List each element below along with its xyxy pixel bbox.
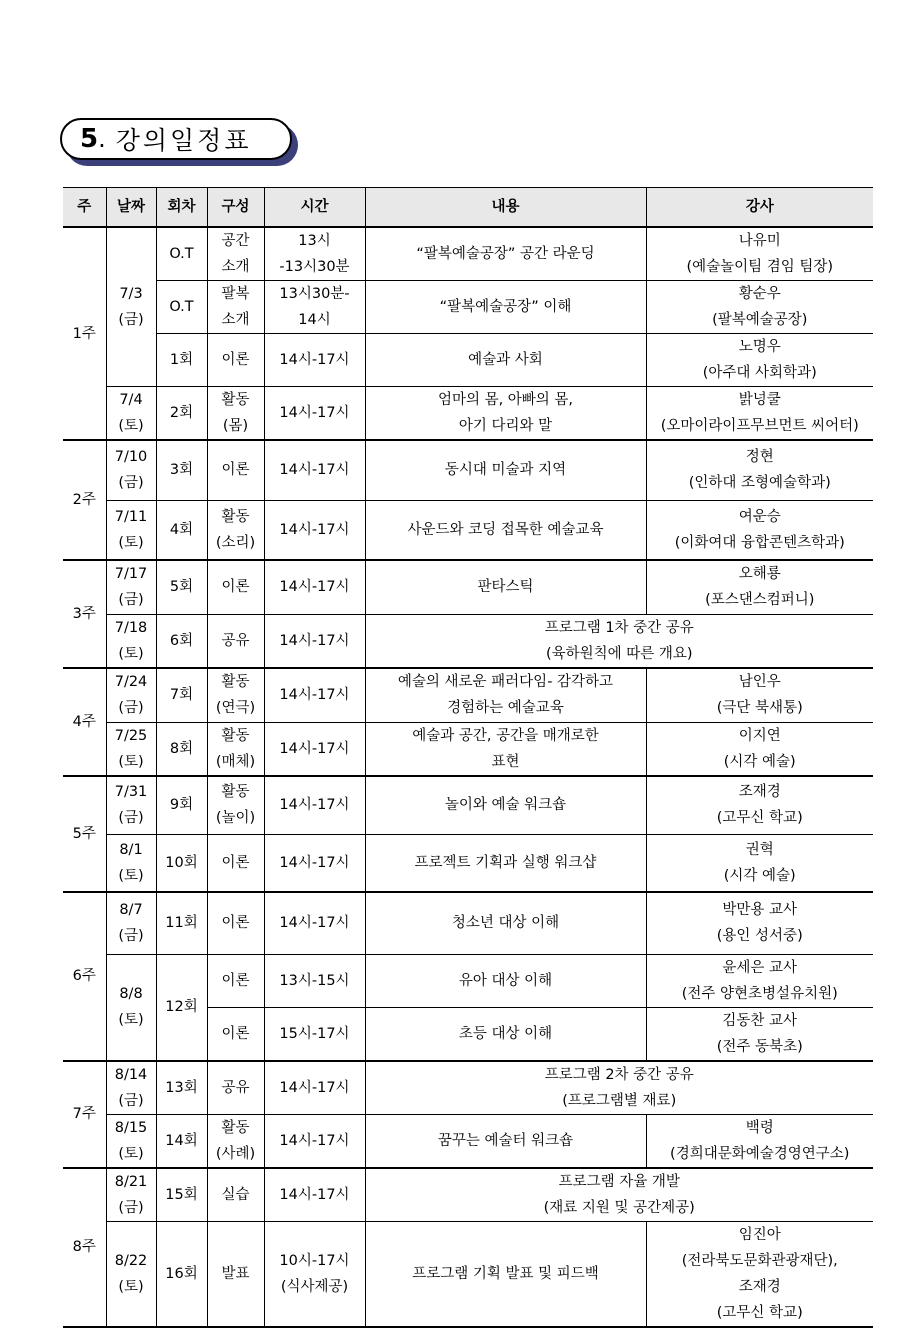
lecturer-cell: [646, 334, 873, 387]
type-line: 발표: [221, 1265, 250, 1282]
date-line: 7/11: [114, 508, 148, 525]
week-cell: 4주: [63, 668, 106, 776]
time-line: 13시: [298, 233, 331, 249]
time-line: 14시-17시: [279, 854, 350, 871]
merged-content-line: 프로그램 1차 중간 공유: [544, 619, 694, 636]
lecturer-cell: [646, 387, 873, 441]
lecturer-cell: [646, 1007, 873, 1061]
session-cell: 5회: [156, 560, 207, 614]
time-line: -13시30분: [279, 259, 350, 275]
lecturer-line: (전주 동북초): [716, 1038, 803, 1055]
date-line: 7/3: [119, 286, 143, 302]
table-row: [63, 334, 873, 387]
date-line: (토): [118, 753, 144, 770]
time-cell: [264, 1007, 365, 1061]
merged-content-cell: [365, 614, 873, 668]
time-line: 14시-17시: [279, 915, 350, 932]
week-cell: 2주: [63, 440, 106, 560]
type-line: 활동: [221, 1119, 250, 1136]
content-line: 예술의 새로운 패러다임- 감각하고: [397, 674, 614, 691]
content-cell: [365, 776, 646, 834]
time-cell: [264, 1114, 365, 1168]
type-line: 공유: [221, 1079, 250, 1096]
type-line: 이론: [221, 972, 250, 989]
time-cell: [264, 227, 365, 281]
content-line: 아기 다리와 말: [458, 418, 553, 434]
type-line: 이론: [221, 1025, 250, 1042]
session-cell: 16회: [156, 1221, 207, 1327]
date-cell: [106, 1114, 156, 1168]
session-cell: 13회: [156, 1061, 207, 1115]
time-cell: [264, 614, 365, 668]
type-line: 활동: [221, 784, 250, 801]
session-cell: 4회: [156, 500, 207, 560]
content-cell: [365, 668, 646, 722]
content-line: 표현: [491, 753, 520, 770]
date-cell: [106, 387, 156, 441]
type-cell: [207, 1114, 264, 1168]
content-line: 예술과 공간, 공간을 매개로한: [412, 727, 599, 744]
type-cell: [207, 227, 264, 281]
type-line: (몸): [222, 418, 249, 434]
merged-content-line: (재료 지원 및 공간제공): [543, 1199, 695, 1216]
type-cell: [207, 892, 264, 954]
type-line: (소리): [215, 534, 256, 551]
lecturer-line: 김동찬 교사: [722, 1012, 798, 1029]
date-cell: [106, 1221, 156, 1327]
merged-content-cell: [365, 1168, 873, 1222]
content-line: 청소년 대상 이해: [451, 915, 560, 932]
lecturer-line: (오마이라이프무브먼트 씨어터): [660, 418, 859, 434]
lecturer-line: (포스댄스컴퍼니): [705, 592, 815, 609]
date-line: (금): [118, 312, 144, 328]
lecturer-cell: [646, 1221, 873, 1327]
type-cell: [207, 281, 264, 334]
type-cell: [207, 1221, 264, 1327]
date-line: (금): [118, 928, 144, 945]
type-cell: [207, 722, 264, 776]
lecturer-cell: [646, 776, 873, 834]
lecturer-line: 이지연: [738, 727, 781, 744]
table-row: [63, 776, 873, 834]
table-row: [63, 1168, 873, 1222]
lecturer-cell: [646, 440, 873, 500]
merged-content-line: (육하원칙에 따른 개요): [545, 645, 693, 662]
lecturer-cell: [646, 668, 873, 722]
time-line: (식사제공): [280, 1278, 349, 1295]
time-line: 10시-17시: [279, 1252, 350, 1269]
time-cell: [264, 560, 365, 614]
lecturer-line: (시각 예술): [723, 867, 796, 884]
lecturer-line: (용인 성서중): [716, 928, 803, 945]
date-cell: [106, 668, 156, 722]
session-cell: 2회: [156, 387, 207, 441]
date-cell: [106, 954, 156, 1061]
time-cell: [264, 1168, 365, 1222]
week-cell: 5주: [63, 776, 106, 892]
session-cell: O.T: [156, 227, 207, 281]
table-row: [63, 1114, 873, 1168]
time-cell: [264, 387, 365, 441]
session-cell: 8회: [156, 722, 207, 776]
time-cell: [264, 776, 365, 834]
time-cell: [264, 722, 365, 776]
time-line: 13시-15시: [279, 972, 350, 989]
session-cell: 15회: [156, 1168, 207, 1222]
date-line: 8/22: [114, 1252, 148, 1269]
table-row: [63, 440, 873, 500]
type-line: 공간: [221, 233, 250, 249]
header-time: 시간: [264, 188, 365, 228]
content-line: 프로젝트 기획과 실행 워크샵: [414, 854, 597, 871]
date-line: (금): [118, 592, 144, 609]
table-row: [63, 614, 873, 668]
content-cell: [365, 834, 646, 892]
date-line: (금): [118, 810, 144, 827]
type-cell: [207, 1007, 264, 1061]
type-cell: [207, 334, 264, 387]
type-cell: [207, 500, 264, 560]
date-line: 8/21: [114, 1173, 148, 1190]
content-cell: [365, 440, 646, 500]
table-row: [63, 227, 873, 281]
lecturer-line: (고무신 학교): [716, 1304, 803, 1321]
type-line: 활동: [221, 727, 250, 744]
date-line: (토): [118, 534, 144, 551]
content-cell: [365, 1007, 646, 1061]
content-cell: [365, 1114, 646, 1168]
table-row: [63, 722, 873, 776]
session-cell: 10회: [156, 834, 207, 892]
lecturer-line: (극단 북새통): [716, 700, 803, 717]
lecturer-cell: [646, 227, 873, 281]
lecturer-line: 권혁: [745, 841, 774, 858]
lecturer-cell: [646, 892, 873, 954]
type-line: 이론: [221, 352, 250, 368]
lecturer-line: (고무신 학교): [716, 810, 803, 827]
type-line: 활동: [221, 392, 250, 408]
time-line: 14시-17시: [279, 1079, 350, 1096]
date-cell: [106, 722, 156, 776]
date-cell: [106, 560, 156, 614]
lecturer-cell: [646, 1114, 873, 1168]
date-cell: [106, 500, 156, 560]
lecturer-cell: [646, 834, 873, 892]
type-line: 실습: [221, 1186, 250, 1203]
content-line: 프로그램 기획 발표 및 피드백: [412, 1265, 599, 1282]
time-cell: [264, 281, 365, 334]
date-line: (토): [118, 1278, 144, 1295]
session-cell: 11회: [156, 892, 207, 954]
date-line: 7/4: [119, 392, 143, 408]
lecturer-line: 남인우: [738, 674, 781, 691]
date-cell: [106, 227, 156, 387]
week-cell: 1주: [63, 227, 106, 440]
content-cell: [365, 500, 646, 560]
content-line: 꿈꾸는 예술터 워크숍: [437, 1132, 574, 1149]
week-cell: 8주: [63, 1168, 106, 1327]
lecturer-line: 백령: [745, 1119, 774, 1136]
header-content: 내용: [365, 188, 646, 228]
header-week: 주: [63, 188, 106, 228]
lecturer-line: (아주대 사회학과): [702, 365, 817, 381]
date-line: 7/10: [114, 449, 148, 466]
table-row: [63, 668, 873, 722]
time-cell: [264, 892, 365, 954]
time-line: 14시-17시: [279, 797, 350, 814]
content-cell: [365, 954, 646, 1007]
time-cell: [264, 1221, 365, 1327]
heading-dot: .: [98, 125, 106, 153]
time-line: 14시-17시: [279, 521, 350, 538]
content-cell: [365, 1221, 646, 1327]
lecturer-cell: [646, 560, 873, 614]
time-line: 15시-17시: [279, 1025, 350, 1042]
lecturer-line: 밝넝쿨: [738, 392, 781, 408]
type-cell: [207, 614, 264, 668]
header-date: 날짜: [106, 188, 156, 228]
type-line: 이론: [221, 915, 250, 932]
date-cell: [106, 614, 156, 668]
content-line: 사운드와 코딩 접목한 예술교육: [407, 521, 604, 538]
content-line: 놀이와 예술 워크숍: [444, 797, 567, 814]
time-line: 14시-17시: [279, 1186, 350, 1203]
heading-badge: [60, 118, 292, 160]
content-line: 엄마의 몸, 아빠의 몸,: [437, 392, 574, 408]
lecturer-line: 조재경: [738, 784, 781, 801]
week-cell: 7주: [63, 1061, 106, 1168]
time-cell: [264, 668, 365, 722]
content-line: 유아 대상 이해: [458, 972, 553, 989]
heading-number: 5: [80, 124, 99, 154]
session-cell: 14회: [156, 1114, 207, 1168]
table-row: [63, 954, 873, 1007]
date-line: (토): [118, 418, 144, 434]
type-line: (사례): [215, 1145, 256, 1162]
date-line: 7/18: [114, 619, 148, 636]
lecturer-line: (인하대 조형예술학과): [688, 475, 831, 492]
lecturer-line: 여운승: [738, 508, 781, 525]
date-line: (금): [118, 700, 144, 717]
date-line: (금): [118, 475, 144, 492]
type-line: 이론: [221, 579, 250, 596]
date-line: 7/31: [114, 784, 148, 801]
date-cell: [106, 1061, 156, 1115]
table-row: [63, 560, 873, 614]
type-line: 소개: [221, 259, 250, 275]
time-line: 14시-17시: [279, 1132, 350, 1149]
date-line: 7/24: [114, 674, 148, 691]
lecturer-line: (이화여대 융합콘텐츠학과): [674, 534, 845, 551]
lecturer-line: 황순우: [738, 286, 781, 302]
time-cell: [264, 1061, 365, 1115]
time-line: 14시-17시: [279, 462, 350, 479]
merged-content-line: 프로그램 2차 중간 공유: [544, 1066, 694, 1083]
lecturer-line: 정현: [745, 449, 774, 466]
date-line: 8/7: [119, 902, 143, 919]
session-cell: 12회: [156, 954, 207, 1061]
date-line: 8/15: [114, 1119, 148, 1136]
content-cell: [365, 722, 646, 776]
type-line: (연극): [215, 700, 256, 717]
lecturer-line: (전주 양현초병설유치원): [681, 985, 838, 1002]
table-row: [63, 1221, 873, 1327]
content-cell: [365, 560, 646, 614]
type-line: 이론: [221, 854, 250, 871]
content-line: “팔복예술공장” 공간 라운딩: [416, 246, 595, 262]
date-line: (토): [118, 1012, 144, 1028]
time-cell: [264, 500, 365, 560]
session-cell: O.T: [156, 281, 207, 334]
time-cell: [264, 954, 365, 1007]
time-line: 14시-17시: [279, 740, 350, 757]
time-cell: [264, 834, 365, 892]
time-line: 14시-17시: [279, 632, 350, 649]
time-line: 14시: [298, 312, 331, 328]
type-line: 소개: [221, 312, 250, 328]
lecturer-cell: [646, 954, 873, 1007]
content-cell: [365, 281, 646, 334]
lecturer-cell: [646, 500, 873, 560]
content-line: “팔복예술공장” 이해: [439, 299, 572, 315]
type-line: 팔복: [221, 286, 250, 302]
schedule-table: [63, 187, 873, 1328]
header-type: 구성: [207, 188, 264, 228]
heading-title: 강의일정표: [115, 126, 252, 155]
week-cell: 3주: [63, 560, 106, 668]
lecturer-line: 노명우: [738, 339, 781, 355]
type-cell: [207, 834, 264, 892]
type-line: 활동: [221, 508, 250, 525]
date-cell: [106, 892, 156, 954]
table-row: [63, 892, 873, 954]
date-line: 8/14: [114, 1066, 148, 1083]
table-row: [63, 834, 873, 892]
content-line: 초등 대상 이해: [458, 1025, 553, 1042]
date-line: 8/1: [119, 841, 143, 858]
merged-content-line: 프로그램 자율 개발: [558, 1173, 680, 1190]
time-line: 14시-17시: [279, 352, 350, 368]
date-cell: [106, 1168, 156, 1222]
date-line: (토): [118, 867, 144, 884]
lecturer-line: 오해룡: [738, 566, 781, 583]
lecturer-line: 나유미: [738, 233, 781, 249]
session-cell: 9회: [156, 776, 207, 834]
time-cell: [264, 334, 365, 387]
date-cell: [106, 776, 156, 834]
type-line: 공유: [221, 632, 250, 649]
lecturer-cell: [646, 281, 873, 334]
session-cell: 3회: [156, 440, 207, 500]
content-line: 동시대 미술과 지역: [444, 462, 567, 479]
table-row: [63, 387, 873, 441]
date-line: 7/25: [114, 727, 148, 744]
merged-content-cell: [365, 1061, 873, 1115]
date-line: (금): [118, 1092, 144, 1109]
content-cell: [365, 334, 646, 387]
type-line: (놀이): [215, 810, 256, 827]
lecturer-line: (경희대문화예술경영연구소): [670, 1145, 850, 1162]
lecturer-line: 임진아: [738, 1226, 781, 1243]
date-line: 8/8: [119, 986, 143, 1002]
date-line: (토): [118, 645, 144, 662]
type-cell: [207, 954, 264, 1007]
header-lecturer: 강사: [646, 188, 873, 228]
type-line: 활동: [221, 674, 250, 691]
type-cell: [207, 560, 264, 614]
type-cell: [207, 1061, 264, 1115]
date-line: 7/17: [114, 566, 148, 583]
session-cell: 1회: [156, 334, 207, 387]
type-line: (매체): [215, 753, 256, 770]
date-line: (금): [118, 1199, 144, 1216]
time-line: 13시30분-: [279, 286, 350, 302]
time-line: 14시-17시: [279, 405, 350, 421]
date-line: (토): [118, 1145, 144, 1162]
date-cell: [106, 834, 156, 892]
section-heading: [60, 118, 300, 168]
lecturer-line: (팔복예술공장): [712, 312, 808, 328]
type-cell: [207, 1168, 264, 1222]
content-cell: [365, 387, 646, 441]
header-row: [63, 188, 873, 228]
type-cell: [207, 776, 264, 834]
date-cell: [106, 440, 156, 500]
lecturer-line: 윤세은 교사: [722, 959, 798, 976]
type-cell: [207, 387, 264, 441]
time-line: 14시-17시: [279, 687, 350, 704]
table-row: [63, 281, 873, 334]
type-line: 이론: [221, 462, 250, 479]
header-session: 회차: [156, 188, 207, 228]
lecturer-line: 박만용 교사: [722, 902, 798, 919]
time-line: 14시-17시: [279, 579, 350, 596]
type-cell: [207, 440, 264, 500]
lecturer-line: 조재경: [738, 1278, 781, 1295]
type-cell: [207, 668, 264, 722]
session-cell: 6회: [156, 614, 207, 668]
week-cell: 6주: [63, 892, 106, 1061]
lecturer-line: (시각 예술): [723, 753, 796, 770]
merged-content-line: (프로그램별 재료): [562, 1092, 677, 1109]
lecturer-line: (전라북도문화관광재단),: [681, 1252, 838, 1269]
table-row: [63, 500, 873, 560]
lecturer-line: (예술놀이팀 겸임 팀장): [686, 259, 834, 275]
table-row: [63, 1061, 873, 1115]
content-line: 예술과 사회: [468, 352, 543, 368]
content-cell: [365, 227, 646, 281]
content-line: 경험하는 예술교육: [447, 700, 564, 717]
session-cell: 7회: [156, 668, 207, 722]
time-cell: [264, 440, 365, 500]
lecturer-cell: [646, 722, 873, 776]
content-line: 판타스틱: [477, 579, 534, 596]
content-cell: [365, 892, 646, 954]
